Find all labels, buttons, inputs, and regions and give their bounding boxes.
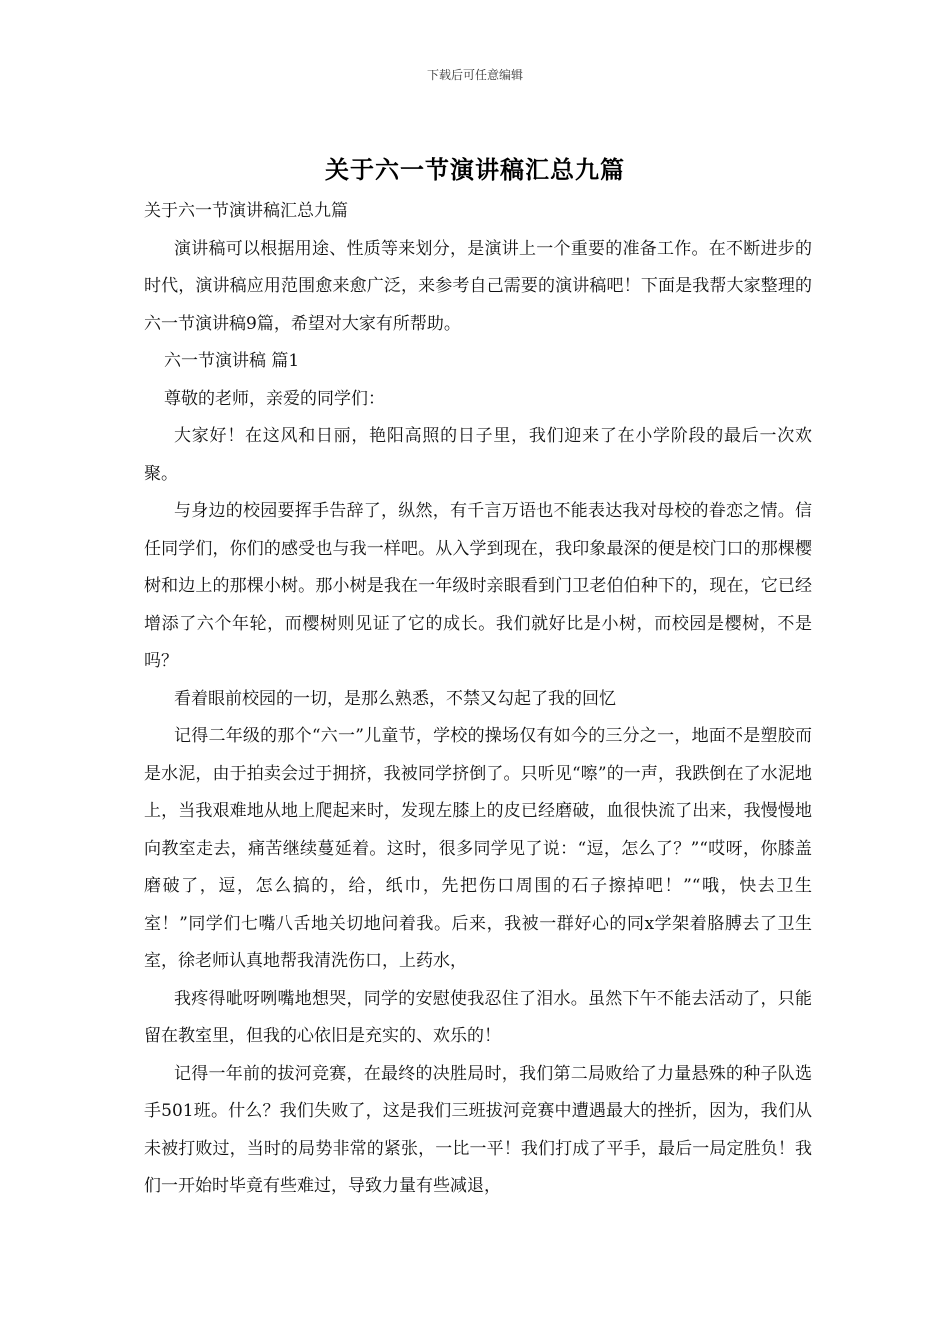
intro-paragraph: 演讲稿可以根据用途、性质等来划分，是演讲上一个重要的准备工作。在不断进步的时代，演讲稿应用范围愈来愈广泛，来参考自己需要的演讲稿吧！下面是我帮大家整理的六一节演讲稿9篇，希望对大家有所帮助。 [144,238,812,334]
document-title: 关于六一节演讲稿汇总九篇 [325,155,625,184]
section-heading: 六一节演讲稿 篇1 [164,351,300,371]
document-body [144,193,812,1206]
body-paragraph: 与身边的校园要挥手告辞了，纵然，有千言万语也不能表达我对母校的眷恋之情。信任同学们，你们的感受也与我一样吧。从入学到现在，我印象最深的便是校门口的那棵樱树和边上的那棵小树。那小树是我在一年级时亲眼看到门卫老伯伯种下的，现在，它已经增添了六个年轮，而樱树则见证了它的成长。我们就好比是小树，而校园是樱树，不是吗？ [144,501,812,671]
body-paragraph: 大家好！在这风和日丽，艳阳高照的日子里，我们迎来了在小学阶段的最后一次欢聚。 [144,426,812,484]
subtitle-paragraph: 关于六一节演讲稿汇总九篇 [144,201,348,221]
body-paragraph: 看着眼前校园的一切，是那么熟悉，不禁又勾起了我的回忆 [174,688,616,709]
body-paragraph: 我疼得呲呀咧嘴地想哭，同学的安慰使我忍住了泪水。虽然下午不能去活动了，只能留在教室里，但我的心依旧是充实的、欢乐的！ [144,988,812,1046]
body-paragraph: 记得二年级的那个“六一”儿童节，学校的操场仅有如今的三分之一，地面不是塑胶而是水泥，由于拍卖会过于拥挤，我被同学挤倒了。只听见“嚓”的一声，我跌倒在了水泥地上，当我艰难地从地上爬起来时，发现左膝上的皮已经磨破，血很快流了出来，我慢慢地向教室走去，痛苦继续蔓延着。这时，很多同学见了说：“逗，怎么了？”“哎呀，你膝盖磨破了，逗，怎么搞的，给，纸巾，先把伤口周围的石子擦掉吧！”“哦，快去卫生室！”同学们七嘴八舌地关切地问着我。后来，我被一群好心的同x学架着胳膊去了卫生室，徐老师认真地帮我清洗伤口，上药水， [144,726,812,971]
body-paragraph: 记得一年前的拔河竞赛，在最终的决胜局时，我们第二局败给了力量悬殊的种子队选手501班。什么？我们失败了，这是我们三班拔河竞赛中遭遇最大的挫折，因为，我们从未被打败过，当时的局势非常的紧张，一比一平！我们打成了平手，最后一局定胜负！我们一开始时毕竟有些难过，导致力量有些减退， [144,1063,812,1196]
header-note: 下载后可任意编辑 [426,68,523,82]
salutation: 尊敬的老师，亲爱的同学们： [164,388,385,409]
